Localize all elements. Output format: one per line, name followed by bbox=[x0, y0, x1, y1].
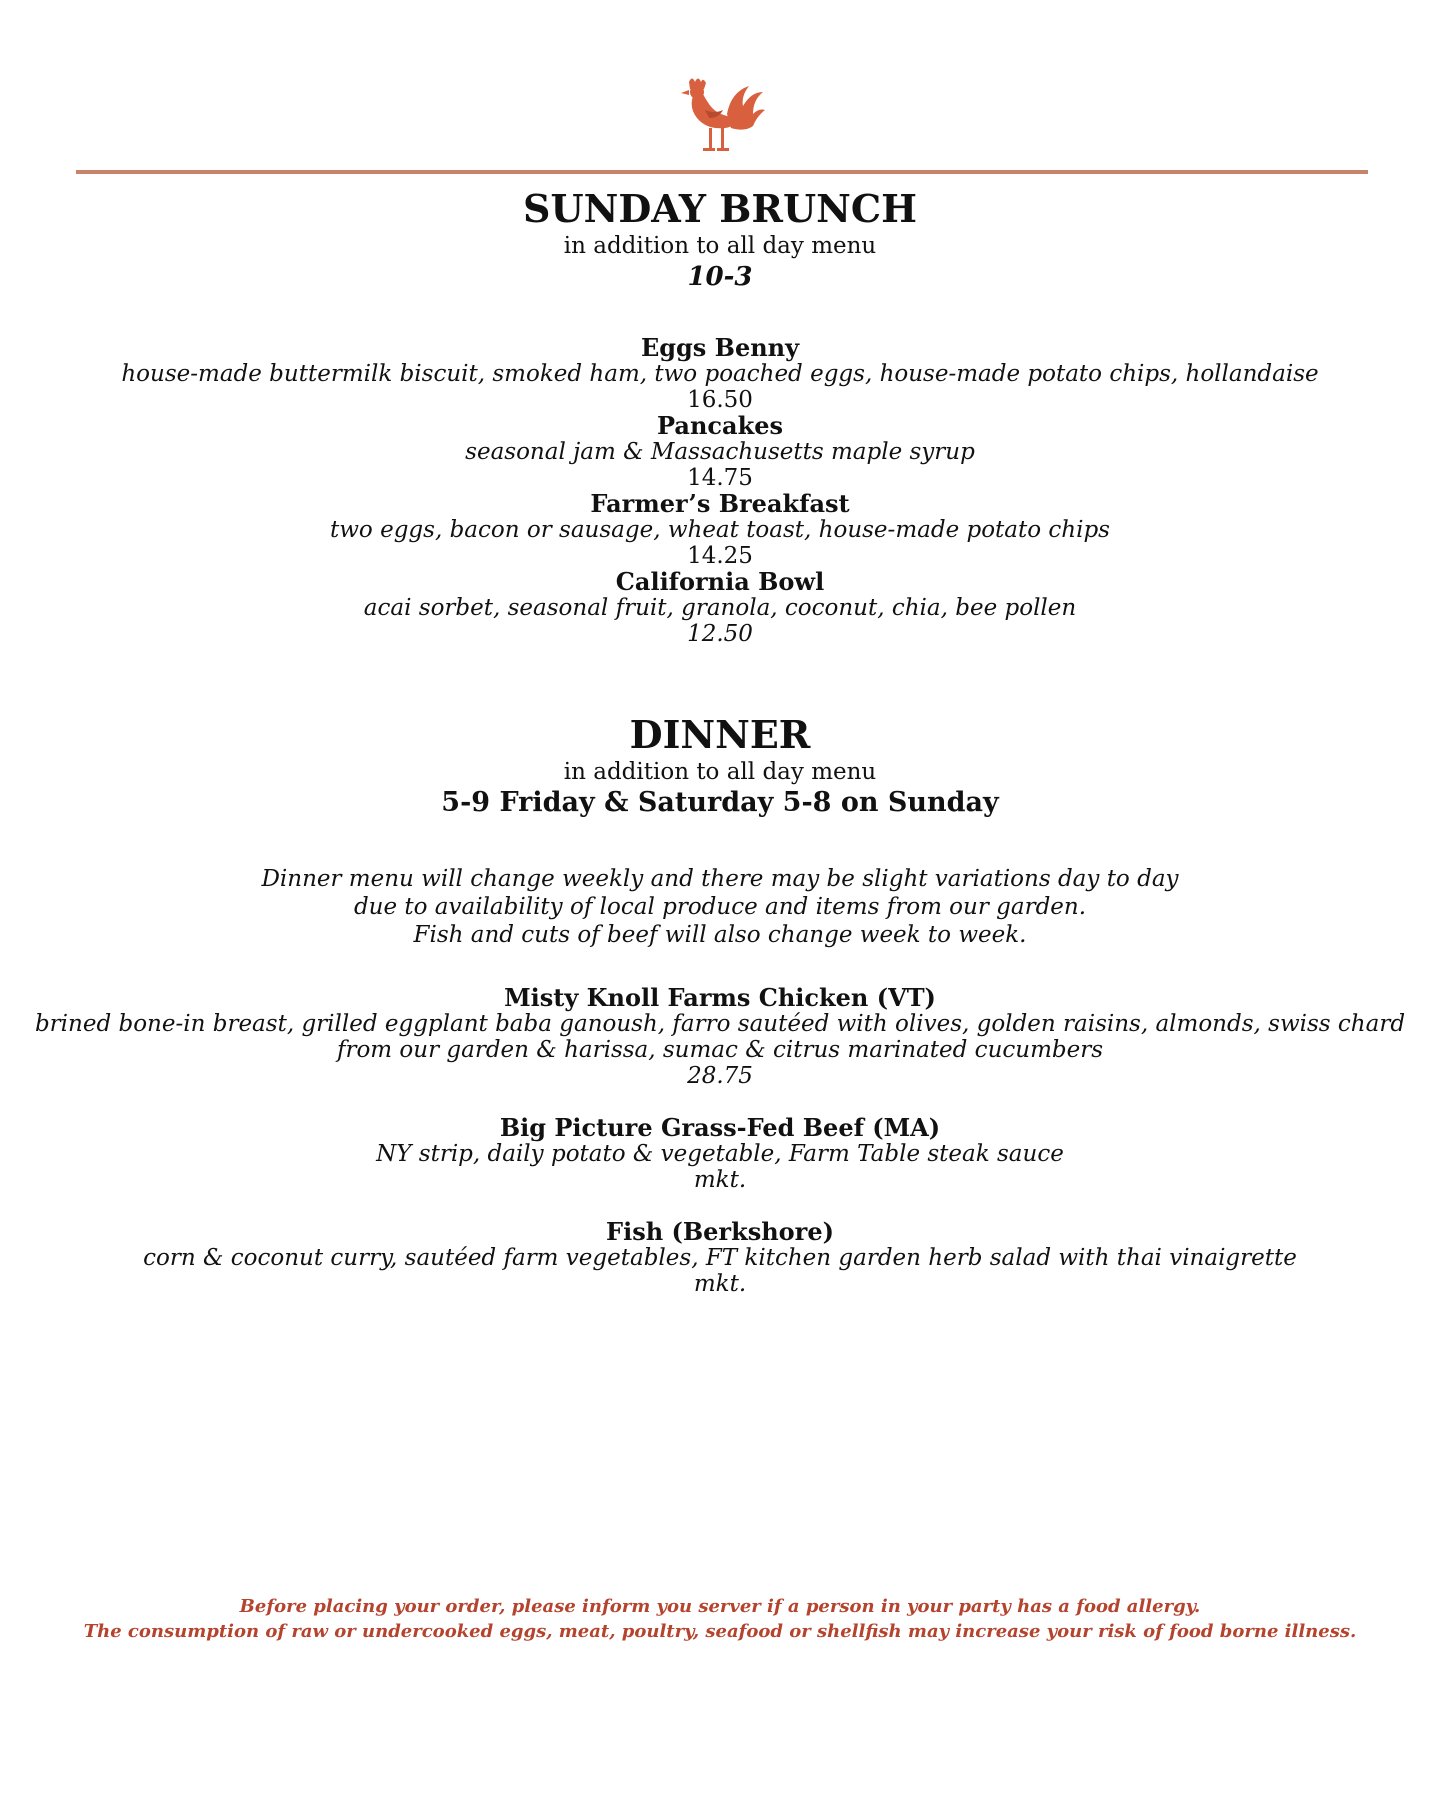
disclaimer-line: Before placing your order, please inform you server if a person in your party has a food allergy. bbox=[239, 1596, 1201, 1617]
item-name: Misty Knoll Farms Chicken (VT) bbox=[504, 983, 936, 1012]
item-name: Pancakes bbox=[657, 411, 783, 440]
item-description: house-made buttermilk biscuit, smoked ham, two poached eggs, house-made potato chips, hollandaise bbox=[121, 361, 1319, 387]
menu-item bbox=[0, 413, 1440, 491]
item-price: 14.25 bbox=[687, 543, 753, 569]
dinner-section bbox=[0, 711, 1440, 1297]
disclaimer-line: The consumption of raw or undercooked eggs, meat, poultry, seafood or shellfish may increase your risk of food borne illness. bbox=[83, 1621, 1357, 1642]
menu-item bbox=[0, 569, 1440, 647]
dinner-intro-line: Dinner menu will change weekly and there may be slight variations day to day bbox=[261, 866, 1179, 892]
rooster-icon bbox=[675, 74, 767, 160]
item-description: corn & coconut curry, sautéed farm vegetables, FT kitchen garden herb salad with thai vinaigrette bbox=[143, 1245, 1297, 1271]
dinner-title: DINNER bbox=[629, 712, 811, 757]
brunch-title: SUNDAY BRUNCH bbox=[523, 186, 917, 231]
menu-item bbox=[0, 1115, 1440, 1193]
dinner-intro-line: Fish and cuts of beef will also change week to week. bbox=[413, 922, 1027, 948]
dinner-intro bbox=[0, 865, 1440, 949]
item-price: mkt. bbox=[693, 1271, 747, 1297]
menu-body bbox=[0, 185, 1440, 1297]
item-description: two eggs, bacon or sausage, wheat toast, house-made potato chips bbox=[330, 517, 1110, 543]
item-description: from our garden & harissa, sumac & citrus marinated cucumbers bbox=[336, 1037, 1104, 1063]
item-name: California Bowl bbox=[615, 567, 825, 596]
item-description: seasonal jam & Massachusetts maple syrup bbox=[465, 439, 975, 465]
item-description: NY strip, daily potato & vegetable, Farm Table steak sauce bbox=[376, 1141, 1064, 1167]
header-divider bbox=[76, 170, 1368, 174]
brunch-section bbox=[0, 185, 1440, 647]
item-description: brined bone-in breast, grilled eggplant baba ganoush, farro sautéed with olives, golden raisins, almonds, swiss chard bbox=[34, 1011, 1406, 1037]
dinner-subtitle: in addition to all day menu bbox=[563, 759, 877, 785]
brunch-items bbox=[0, 335, 1440, 647]
dinner-items bbox=[0, 985, 1440, 1297]
item-name: Big Picture Grass-Fed Beef (MA) bbox=[499, 1113, 941, 1142]
item-price: 28.75 bbox=[687, 1063, 753, 1089]
menu-item bbox=[0, 491, 1440, 569]
item-description: acai sorbet, seasonal fruit, granola, coconut, chia, bee pollen bbox=[363, 595, 1077, 621]
dinner-intro-line: due to availability of local produce and items from our garden. bbox=[353, 894, 1087, 920]
allergy-disclaimer bbox=[0, 1594, 1440, 1644]
item-name: Farmer’s Breakfast bbox=[590, 489, 850, 518]
item-price: 16.50 bbox=[687, 387, 753, 413]
item-price: 12.50 bbox=[687, 621, 753, 647]
item-price: mkt. bbox=[693, 1167, 747, 1193]
menu-item bbox=[0, 985, 1440, 1089]
menu-item bbox=[0, 1219, 1440, 1297]
menu-item bbox=[0, 335, 1440, 413]
dinner-hours: 5-9 Friday & Saturday 5-8 on Sunday bbox=[441, 787, 999, 818]
brunch-hours: 10-3 bbox=[687, 262, 753, 292]
item-name: Eggs Benny bbox=[640, 333, 800, 362]
item-price: 14.75 bbox=[687, 465, 753, 491]
brunch-subtitle: in addition to all day menu bbox=[563, 233, 877, 259]
item-name: Fish (Berkshore) bbox=[606, 1217, 834, 1246]
